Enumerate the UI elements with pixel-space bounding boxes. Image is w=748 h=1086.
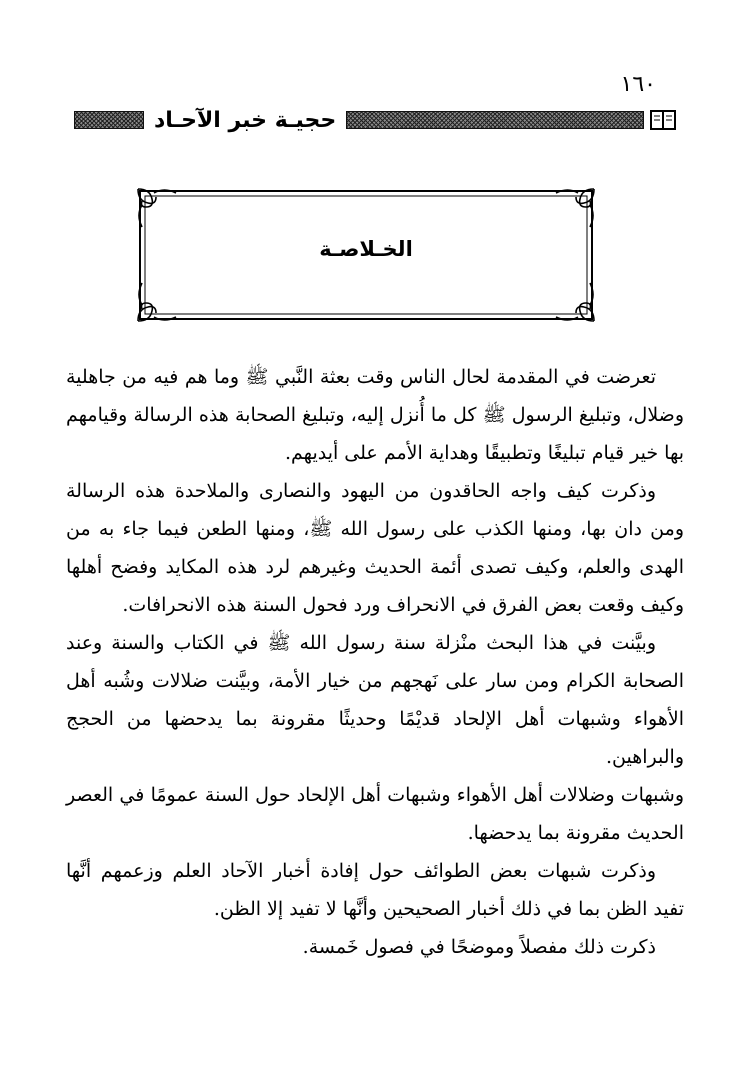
- running-header: [74, 104, 676, 136]
- paragraph: ذكرت ذلك مفصلاً وموضحًا في فصول خَمسة.: [302, 936, 656, 958]
- open-book-icon: [650, 109, 676, 131]
- body-text: [66, 358, 684, 966]
- section-title-frame: [134, 185, 598, 325]
- header-rule-right: [346, 111, 644, 129]
- section-title: الخـلاصـة: [319, 237, 413, 261]
- running-title: حجيـة خبر الآحـاد: [154, 107, 337, 133]
- page-number: ١٦٠: [620, 72, 656, 97]
- paragraph: وذكرت شبهات بعض الطوائف حول إفادة أخبار الآحاد العلم وزعمهم أنَّها تفيد الظن بما في ذلك أخبار الصحيحين وأنَّها لا تفيد إلا الظن.: [66, 860, 684, 920]
- paragraph: وذكرت كيف واجه الحاقدون من اليهود والنصارى والملاحدة هذه الرسالة ومن دان بها، ومنها الكذب على رسول الله ﷺ، ومنها الطعن فيما جاء به من الهدى والعلم، وكيف تصدى أئمة الحديث وغيرهم لرد هذه المكايد وفضح أهلها وكيف وقعت بعض الفرق في الانحراف ورد فحول السنة هذه الانحرافات.: [66, 480, 684, 616]
- paragraph: وبيَّنت في هذا البحث منْزلة سنة رسول الله ﷺ في الكتاب والسنة وعند الصحابة الكرام ومن سار على نَهجهم من خيار الأمة، وبيَّنت ضلالات وشُبه أهل الأهواء وشبهات أهل الإلحاد قديْمًا وحديثًا مقرونة بما يدحضها من الحجج والبراهين.: [66, 632, 684, 768]
- header-rule-left: [74, 111, 144, 129]
- paragraph: تعرضت في المقدمة لحال الناس وقت بعثة النَّبي ﷺ وما هم فيه من جاهلية وضلال، وتبليغ الرسول ﷺ كل ما أُنزل إليه، وتبليغ الصحابة هذه الرسالة وقيامهم بها خير قيام تبليغًا وتطبيقًا وهداية الأمم على أيديهم.: [66, 366, 684, 464]
- paragraph: وشبهات وضلالات أهل الأهواء وشبهات أهل الإلحاد حول السنة عمومًا في العصر الحديث مقرونة بما يدحضها.: [66, 784, 684, 844]
